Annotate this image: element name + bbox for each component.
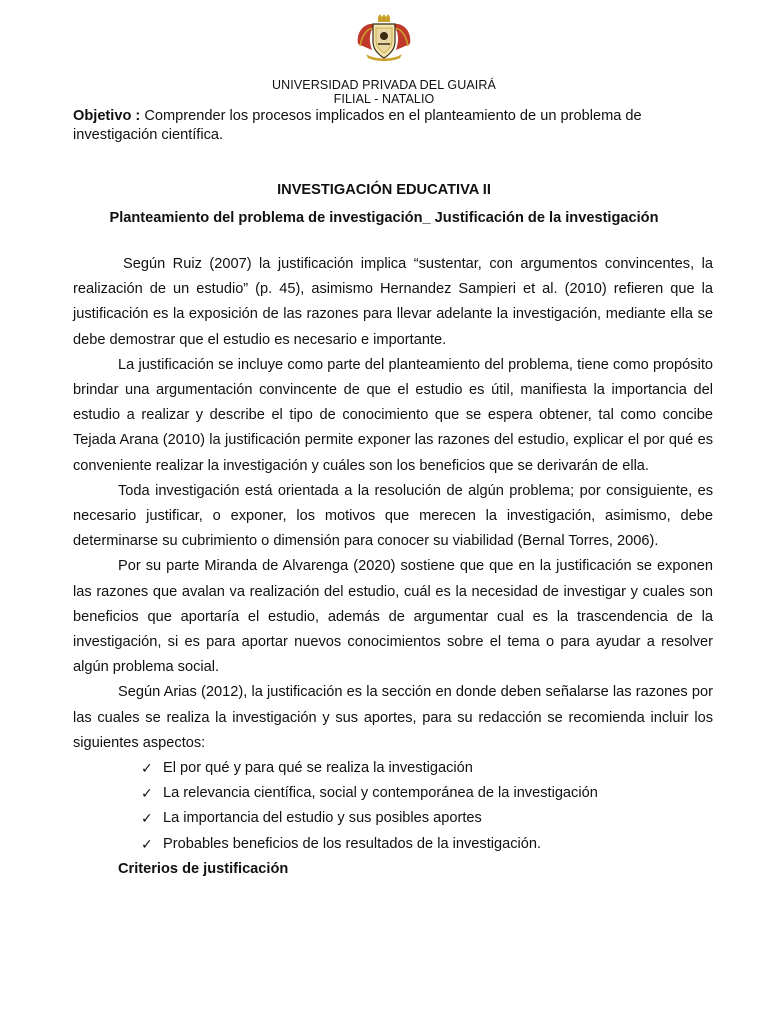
list-item bbox=[141, 781, 713, 806]
list-item bbox=[141, 756, 713, 781]
list-item bbox=[141, 806, 713, 831]
objective-label: Objetivo : bbox=[73, 108, 141, 124]
university-seal-icon bbox=[354, 14, 414, 62]
checkmark-icon: ✓ bbox=[141, 835, 153, 852]
section-subtitle: Planteamiento del problema de investigación_ Justificación de la investigación bbox=[109, 210, 659, 226]
paragraph-4: Por su parte Miranda de Alvarenga (2020) sostiene que que en la justificación se exponen las razones que avalan va realización del estudio, cuál es la necesidad de investigar y cuales son beneficios que aportaría el estudio, además de argumentar cual es la trascendencia de la investigación, si es para aportar nuevos conocimientos sobre el tema o para ayudar a resolver algún problema social. bbox=[73, 558, 713, 676]
objective-text: Comprender los procesos implicados en el planteamiento de un problema de investigación científica. bbox=[73, 108, 642, 143]
list-item-text: La importancia del estudio y sus posibles aportes bbox=[163, 810, 482, 827]
university-name: UNIVERSIDAD PRIVADA DEL GUAIRÁ bbox=[272, 78, 496, 92]
paragraph-3: Toda investigación está orientada a la resolución de algún problema; por consiguiente, es necesario justificar, o exponer, los motivos que merecen la investigación, asimismo, debe determinarse su cubrimiento o dimensión para conocer su viabilidad (Bernal Torres, 2006). bbox=[73, 482, 713, 550]
branch-name: FILIAL - NATALIO bbox=[333, 92, 435, 106]
checkmark-icon: ✓ bbox=[141, 785, 153, 802]
paragraph-1: Según Ruiz (2007) la justificación implica “sustentar, con argumentos convincentes, la realización de un estudio” (p. 45), asimismo Hernandez Sampieri et al. (2010) refieren que la justificación es la exposición de las razones para llevar adelante la investigación, mediante ella se debe demostrar que el estudio es necesario e importante. bbox=[73, 256, 713, 348]
list-item-text: El por qué y para qué se realiza la investigación bbox=[163, 760, 473, 777]
list-item-text: Probables beneficios de los resultados de la investigación. bbox=[163, 835, 542, 852]
aspects-checklist bbox=[73, 756, 713, 857]
body-text bbox=[73, 252, 713, 882]
checkmark-icon: ✓ bbox=[141, 760, 153, 777]
objective bbox=[73, 107, 713, 145]
paragraph-2: La justificación se incluye como parte del planteamiento del problema, tiene como propósito brindar una argumentación convincente de que el estudio es útil, manifiesta la importancia del estudio a realizar y describe el tipo de conocimiento que se espera obtener, tal como concibe Tejada Arana (2010) la justificación permite exponer las razones del estudio, explicar el por qué es conveniente realizar la investigación y cuáles son los beneficios que se derivarán de ella. bbox=[73, 356, 713, 474]
list-item-text: La relevancia científica, social y contemporánea de la investigación bbox=[163, 785, 598, 802]
list-item bbox=[141, 832, 713, 857]
university-header bbox=[0, 78, 768, 106]
paragraph-5: Según Arias (2012), la justificación es la sección en donde deben señalarse las razones por las cuales se realiza la investigación y sus aportes, para su redacción se recomienda incluir los siguientes aspectos: bbox=[73, 684, 713, 751]
course-title: INVESTIGACIÓN EDUCATIVA II bbox=[277, 182, 491, 198]
criteria-heading: Criterios de justificación bbox=[118, 860, 289, 877]
checkmark-icon: ✓ bbox=[141, 810, 153, 827]
